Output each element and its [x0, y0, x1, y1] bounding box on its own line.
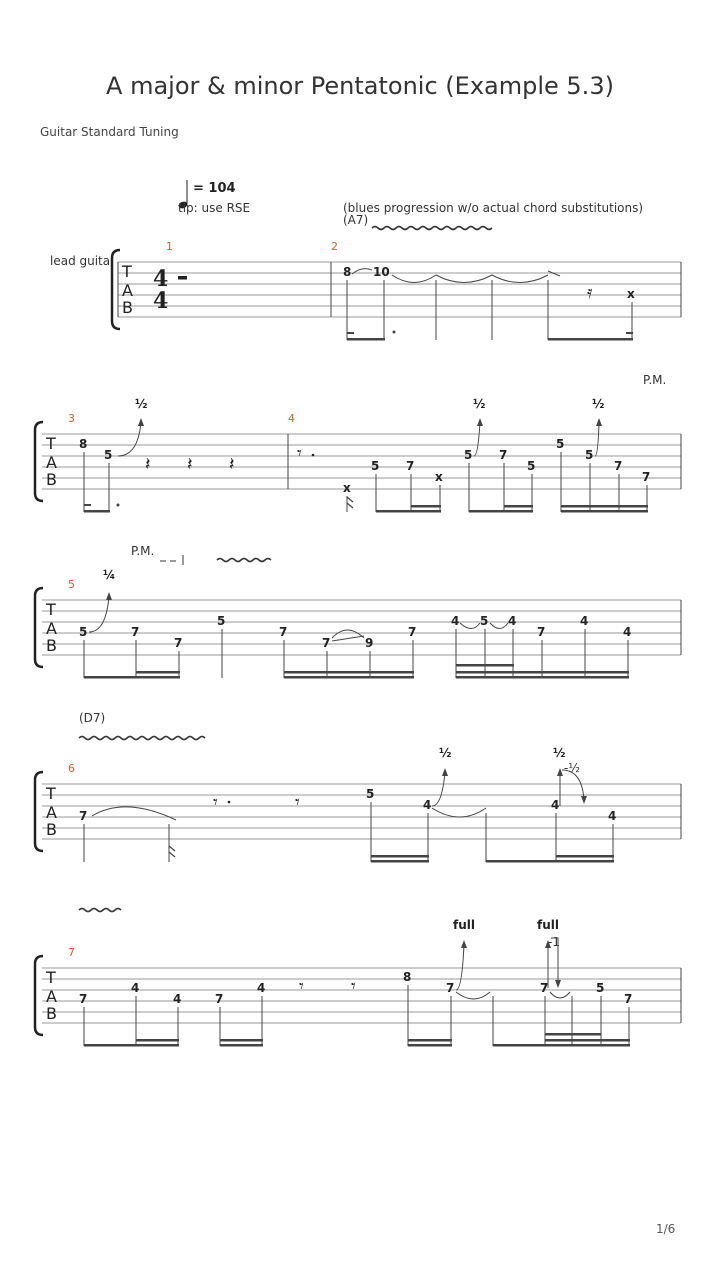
- tab-letter-a: A: [46, 987, 57, 1006]
- eighth-rest: 𝄾: [299, 976, 304, 997]
- vibrato-mark: [79, 909, 121, 912]
- fret-number: 7: [537, 625, 546, 639]
- measure-number: 4: [288, 412, 295, 425]
- whole-rest: [178, 276, 187, 280]
- bend-amount: ½: [553, 746, 566, 760]
- bend-arrow: [118, 422, 141, 456]
- fret-number: 4: [508, 614, 517, 628]
- fret-number: 7: [642, 470, 651, 484]
- fret-number: 4: [551, 798, 560, 812]
- fret-number: 7: [624, 992, 633, 1006]
- instrument-label: lead guita: [50, 254, 111, 268]
- bend-amount: full: [537, 918, 559, 932]
- tab-letter-t: T: [46, 600, 56, 619]
- tie-arc: [392, 275, 548, 283]
- fret-number: 7: [499, 448, 508, 462]
- tab-letter-b: B: [122, 298, 133, 317]
- fret-number: 4: [608, 809, 617, 823]
- measure-number: 7: [68, 946, 75, 959]
- fret-number: 7: [131, 625, 140, 639]
- tab-letter-b: B: [46, 1004, 57, 1023]
- fret-number: 8: [343, 265, 352, 279]
- fret-number: 7: [79, 992, 88, 1006]
- fret-number: 7: [322, 636, 331, 650]
- fret-number: 10: [373, 265, 390, 279]
- tie-arc: [456, 992, 490, 999]
- bend-arrow: [432, 772, 445, 806]
- system-bracket: [35, 588, 43, 667]
- sixteenth-rest: 𝄿: [587, 282, 593, 303]
- progression-note: (blues progression w/o actual chord substitutions): [343, 201, 644, 215]
- quarter-rest: 𝄽: [145, 454, 151, 475]
- tab-letter-a: A: [46, 619, 57, 638]
- tie-arc: [92, 807, 176, 820]
- fret-number: 4: [451, 614, 460, 628]
- tab-letter-t: T: [46, 434, 56, 453]
- fret-number: 7: [540, 981, 549, 995]
- bend-arrow: [456, 944, 464, 990]
- vibrato-mark: [217, 559, 271, 562]
- fret-number: 5: [480, 614, 489, 628]
- fret-number: 4: [580, 614, 589, 628]
- tie-arc: [432, 808, 486, 817]
- time-sig-bottom: 4: [153, 288, 169, 314]
- measure-number: 6: [68, 762, 75, 775]
- fret-number: 9: [365, 636, 374, 650]
- release-amount: -½: [564, 761, 580, 775]
- release-amount: -1: [548, 935, 560, 949]
- fret-number: 5: [556, 437, 565, 451]
- measure-number: 5: [68, 578, 75, 591]
- fret-number: 5: [596, 981, 605, 995]
- chord-d7: (D7): [79, 711, 106, 725]
- vibrato-mark: [79, 737, 205, 740]
- measure-number: 2: [331, 240, 338, 253]
- system-bracket: [35, 422, 43, 501]
- tempo-marking: = 104: [193, 181, 236, 196]
- tab-letter-t: T: [46, 968, 56, 987]
- fret-number: 5: [371, 459, 380, 473]
- system-5: [42, 968, 681, 1023]
- fret-number: 7: [614, 459, 623, 473]
- fret-number: 7: [79, 809, 88, 823]
- fret-number: 5: [527, 459, 536, 473]
- system-4: [42, 784, 681, 839]
- fret-number: 8: [79, 437, 88, 451]
- system-1: [118, 262, 681, 317]
- bend-amount: ½: [135, 397, 148, 411]
- tab-letter-b: B: [46, 636, 57, 655]
- eighth-rest: 𝄾: [351, 976, 356, 997]
- tab-letter-a: A: [46, 803, 57, 822]
- fret-number: 7: [408, 625, 417, 639]
- fret-number: 5: [79, 625, 88, 639]
- eighth-rest: 𝄾: [295, 792, 300, 813]
- fret-number: 5: [104, 448, 113, 462]
- fret-number: 5: [217, 614, 226, 628]
- dead-note: x: [627, 287, 635, 301]
- fret-number: 7: [446, 981, 455, 995]
- bend-arrow: [89, 596, 109, 632]
- fret-number: 8: [403, 970, 412, 984]
- fret-number: 5: [366, 787, 375, 801]
- tab-letter-b: B: [46, 470, 57, 489]
- eighth-rest: 𝄾: [213, 792, 218, 813]
- fret-number: 7: [215, 992, 224, 1006]
- tab-letter-t: T: [46, 784, 56, 803]
- dead-note: x: [343, 481, 351, 495]
- bend-amount: ½: [473, 397, 486, 411]
- eighth-rest: 𝄾: [297, 443, 302, 464]
- tab-letter-a: A: [46, 453, 57, 472]
- quarter-rest: 𝄽: [187, 454, 193, 475]
- system-bracket: [35, 956, 43, 1035]
- fret-number: 4: [623, 625, 632, 639]
- palm-mute-label: P.M.: [643, 373, 667, 387]
- page-title: A major & minor Pentatonic (Example 5.3): [106, 72, 614, 100]
- tab-letter-a: A: [122, 281, 133, 300]
- bend-arrow: [595, 422, 599, 456]
- slide-mark: [332, 636, 364, 641]
- measure-number: 3: [68, 412, 75, 425]
- vibrato-mark: [372, 227, 492, 230]
- fret-number: 4: [423, 798, 432, 812]
- bend-arrow: [474, 422, 480, 456]
- time-sig-top: 4: [153, 266, 169, 292]
- bend-amount: ¼: [103, 568, 116, 582]
- fret-number: 7: [174, 636, 183, 650]
- fret-number: 4: [173, 992, 182, 1006]
- fret-number: 7: [406, 459, 415, 473]
- bend-amount: full: [453, 918, 475, 932]
- palm-mute-label: P.M.: [131, 544, 155, 558]
- fret-number: 5: [464, 448, 473, 462]
- system-bracket: [35, 772, 43, 851]
- page-number: 1/6: [656, 1222, 676, 1236]
- tab-letter-t: T: [122, 262, 132, 281]
- fret-number: 5: [585, 448, 594, 462]
- tip-text: tip: use RSE: [178, 201, 251, 215]
- quarter-rest: 𝄽: [229, 454, 235, 475]
- fret-number: 4: [257, 981, 266, 995]
- chord-a7: (A7): [343, 213, 369, 227]
- bend-amount: ½: [439, 746, 452, 760]
- fret-number: 7: [279, 625, 288, 639]
- bend-amount: ½: [592, 397, 605, 411]
- fret-number: 4: [131, 981, 140, 995]
- dead-note: x: [435, 470, 443, 484]
- tab-letter-b: B: [46, 820, 57, 839]
- measure-number: 1: [166, 240, 173, 253]
- tuning-label: Guitar Standard Tuning: [40, 125, 179, 139]
